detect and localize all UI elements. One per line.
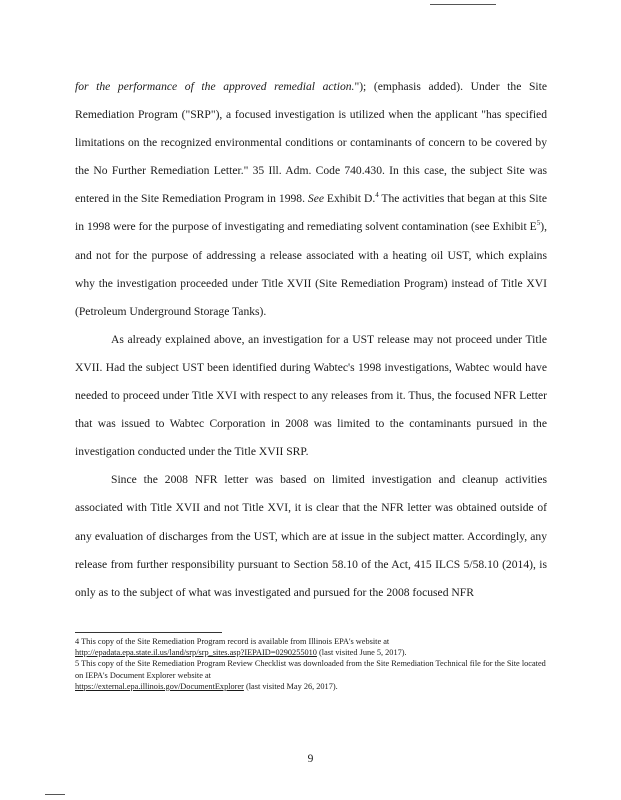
footnote-5-link[interactable]: https://external.epa.illinois.gov/DocumentExplorer <box>75 681 244 691</box>
see-signal: See <box>307 192 324 206</box>
paragraph-2: As already explained above, an investigation for a UST release may not proceed under Title XVII. Had the subject UST been identified during Wabtec's 1998 investigations, Wabtec would have needed to proceed under Title XVI with respect to any releases from it. Thus, the focused NFR Letter that was issued to Wabtec Corporation in 2008 was limited to the contaminants pursued in the investigation conducted under the Title XVII SRP. <box>75 332 547 459</box>
footnote-4: 4 This copy of the Site Remediation Program record is available from Illinois EPA's website at http://epadata.epa.state.il.us/land/srp/srp_sites.asp?IEPAID=0290255010 (last visited June 5, 2017). <box>75 637 407 658</box>
paragraph-1: for the performance of the approved remedial action."); (emphasis added). Under the Site Remediation Program ("SRP"), a focused investigation is utilized when the applicant "has specified limitations on the recognized environmental conditions or contaminants of concern to be covered by the No Further Remediation Letter." 35 Ill. Adm. Code 740.430. In this case, the subject Site was entered in the Site Remediation Program in 1998. See Exhibit D.$^4$ The activities that began at this Site in 1998 were for the purpose of investigating and remediating solvent contamination (see Exhibit $E^5$), and not for the purpose of addressing a release associated with a heating oil UST, which explains why the investigation proceeded under Title XVII (Site Remediation Program) instead of Title XVI (Petroleum Underground Storage Tanks). <box>75 80 547 318</box>
footnote-ref-4[interactable]: 4 <box>375 191 379 200</box>
footnote-separator <box>75 632 222 633</box>
footnote-5: 5 This copy of the Site Remediation Program Review Checklist was downloaded from the Site Remediation Technical file for the Site located on IEPA's Document Explorer website at https://external.epa.illinois.gov/DocumentExplorer (last visited May 26, 2017). <box>75 659 546 691</box>
footnote-ref-5[interactable]: 5 <box>536 219 541 228</box>
page-number: 9 <box>307 753 314 765</box>
footnote-4-link[interactable]: http://epadata.epa.state.il.us/land/srp/srp_sites.asp?IEPAID=0290255010 <box>75 648 317 658</box>
scan-artifact-top <box>430 4 496 5</box>
body-text <box>75 73 547 607</box>
scan-artifact-bottom <box>45 794 65 795</box>
paragraph-3: Since the 2008 NFR letter was based on limited investigation and cleanup activities associated with Title XVII and not Title XVI, it is clear that the NFR letter was obtained outside of any evaluation of discharges from the UST, which are at issue in the subject matter. Accordingly, any release from further responsibility pursuant to Section 58.10 of the Act, 415 ILCS 5/58.10 (2014), is only as to the subject of what was investigated and pursued for the 2008 focused NFR <box>75 473 547 599</box>
footnotes <box>75 636 555 692</box>
italic-quote: for the performance of the approved remedial action. <box>75 80 355 93</box>
